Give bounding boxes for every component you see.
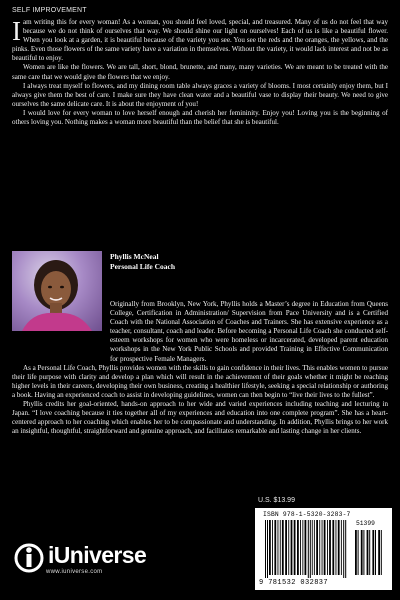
author-name: Phyllis McNeal — [110, 252, 159, 261]
bio-paragraph: Phyllis credits her goal-oriented, hands-on approach to her wide and varied experiences including teaching and lecturing in Japan. “I love coaching because it ties together all of my experiences and education into one complete program”. She has a heart-centered approach to her coaching which enables her to be compassionate and understanding. In addition, Phyllis brings to her work an insightful, thoughtful, straightforward and genuine approach, and facilitates remarkable and lasting change in her clients. — [12, 400, 388, 436]
category-label: SELF IMPROVEMENT — [12, 7, 87, 14]
intro-paragraph: Iam writing this for every woman! As a woman, you should feel loved, special, and treasured. Many of us do not feel that way because we do not think of ourselves that way. We should shine our light on ourselves! Each of us is like a beautiful flower. When you look at a garden, it is beautiful because of the variety you see. You see the reds and the oranges, the yellows, and the pinks. Even those flowers of the same variety have a variation in themselves. Without the variety, it would lack interest and not be as beautiful to enjoy. — [12, 16, 388, 63]
isbn-number: ISBN 978-1-5320-3283-7 — [263, 511, 351, 518]
author-bio — [12, 300, 388, 436]
bio-paragraph: Originally from Brooklyn, New York, Phyllis holds a Master’s degree in Education from Queens College, Certification in Administration/ Supervision from Pace University and is a Certified Coach with the National Association of Coaches and Trainers. She has extensive experience as a teacher, consultant, coach and leader. Before becoming a Personal Life Coach she conducted self-esteem workshops for women who were homeless or incarcerated, developed parent education workshops in the New York Public Schools and provided Training in Effective Communication for prospective Female Managers. — [110, 300, 388, 363]
intro-paragraph: Women are like the flowers. We are tall, short, blond, brunette, and many, many varieties. We are meant to be treated with the same care that we would give the flowers that we enjoy. — [12, 63, 388, 81]
intro-paragraph: I always treat myself to flowers, and my dining room table always graces a variety of blooms. I most certainly enjoy them, but I always give them the best of care. I make sure they have clean water and a beautiful vase to display their beauty. We need to give ourselves the same delicate care. It is about the enjoyment of you! — [12, 81, 388, 108]
barcode — [255, 508, 392, 590]
price-label: U.S. $13.99 — [258, 497, 295, 504]
publisher-logo-name: iUniverse — [48, 542, 147, 568]
drop-cap: I — [12, 16, 21, 46]
bio-paragraph: As a Personal Life Coach, Phyllis provides women with the skills to gain confidence in their lives. This enables women to pursue their life purpose with clarity and develop a plan which will result in the achievement of their goals whether it might be reaching higher levels in their careers, developing their own business, creating a healthier lifestyle, seeking a special relationship or authoring a book. Having an experienced coach to assist in developing guidelines, women can then begin to “live their lives to the fullest”. — [12, 363, 388, 399]
publisher-logo-icon — [14, 543, 44, 573]
intro-text — [12, 18, 388, 127]
intro-paragraph: I would love for every woman to love herself enough and cherish her femininity. Enjoy you! Loving you is the beginning of others loving you. Nothing makes a woman more beautiful than the belief that she is beautiful. — [12, 108, 388, 127]
author-role: Personal Life Coach — [110, 262, 175, 271]
publisher-url: www.iuniverse.com — [46, 569, 103, 575]
barcode-supplement-digits: 51399 — [356, 520, 375, 527]
barcode-bars — [255, 508, 392, 590]
barcode-digits: 9 781532 032837 — [259, 579, 329, 587]
